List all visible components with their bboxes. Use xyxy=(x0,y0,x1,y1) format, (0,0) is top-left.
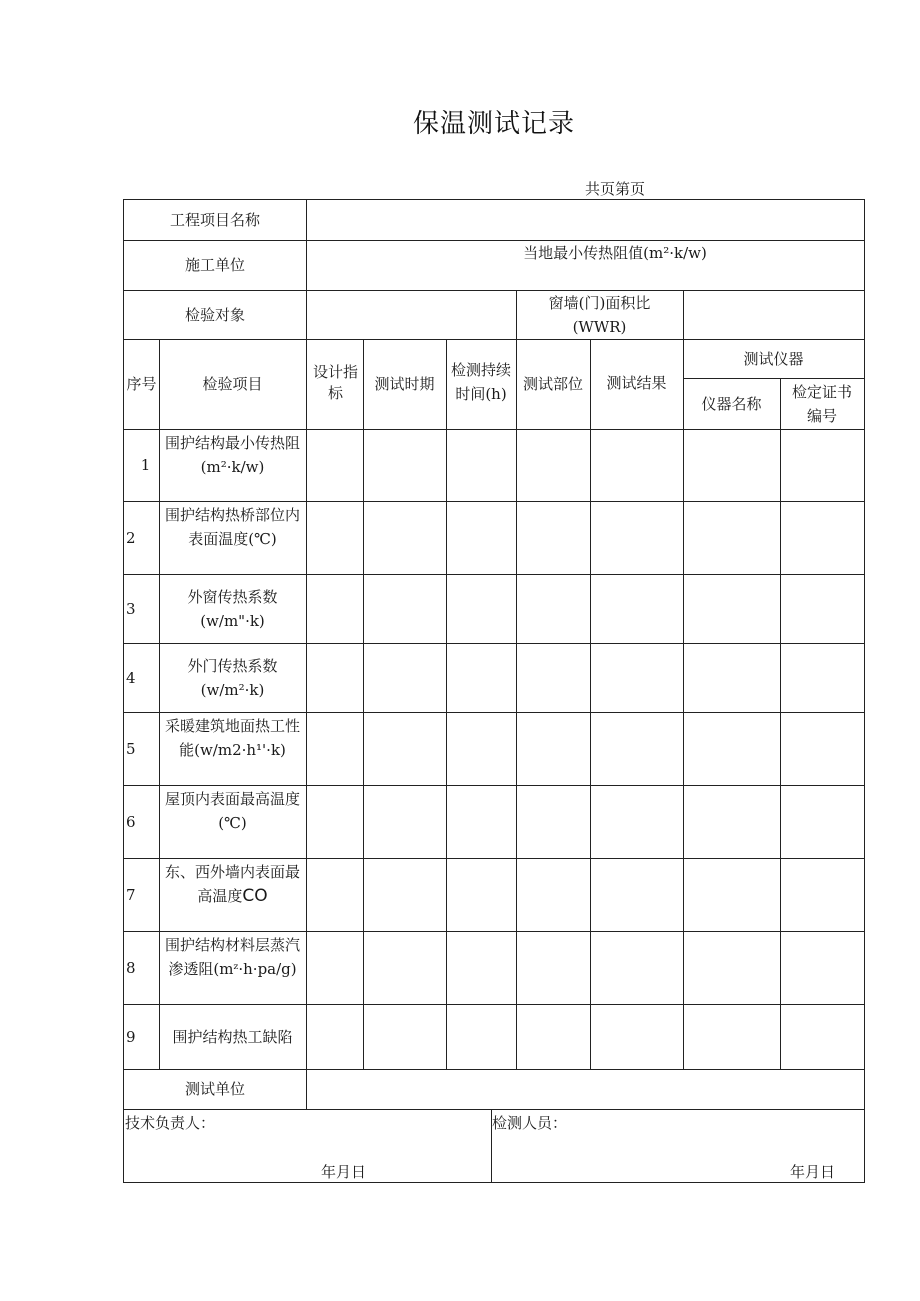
contractor-label: 施工单位 xyxy=(184,256,245,274)
inspector-label: 检测人员： xyxy=(492,1114,568,1132)
inspector-date: 年月日 xyxy=(790,1163,836,1181)
record-table xyxy=(123,199,865,1183)
tech-lead-label: 技术负责人： xyxy=(125,1114,216,1132)
project-name-label: 工程项目名称 xyxy=(169,211,260,229)
row-7-seq: 7 xyxy=(126,885,136,904)
tech-lead-date: 年月日 xyxy=(321,1163,367,1181)
row-2-seq: 2 xyxy=(126,528,136,547)
row-6-seq: 6 xyxy=(126,812,136,831)
window-wall-ratio-label: 窗墙(门)面积比(WWR) xyxy=(548,293,651,336)
col-result: 测试结果 xyxy=(606,374,667,392)
row-9-seq: 9 xyxy=(126,1027,136,1046)
col-instrument-name: 仪器名称 xyxy=(701,394,762,413)
row-4-item: 外门传热系数(w/m²·k) xyxy=(187,656,278,699)
test-unit-label: 测试单位 xyxy=(184,1080,245,1098)
row-7-item: 东、西外墙内表面最高温度CO xyxy=(164,863,300,906)
row-1-item: 围护结构最小传热阻(m²·k/w) xyxy=(164,434,300,476)
col-instrument: 测试仪器 xyxy=(743,349,804,368)
test-unit-field[interactable] xyxy=(306,1069,864,1109)
col-certificate-no: 检定证书编号 xyxy=(791,382,852,425)
row-5-item: 采暖建筑地面热工性能(w∕m2·h¹'·k) xyxy=(164,717,300,759)
row-1-seq: 1 xyxy=(140,456,151,474)
col-test-period: 测试时期 xyxy=(374,375,435,393)
row-6-item: 屋顶内表面最高温度(℃) xyxy=(164,790,300,832)
col-duration: 检测持续时间(h) xyxy=(450,361,511,403)
col-item: 检验项目 xyxy=(202,375,263,393)
row-3-seq: 3 xyxy=(126,599,136,618)
inspection-object-label: 检验对象 xyxy=(184,305,245,324)
document-title: 保温测试记录 xyxy=(412,109,575,139)
row-8-item: 围护结构材料层蒸汽渗透阻(mᶻ·h·pa/g) xyxy=(164,936,300,978)
row-2-item: 围护结构热桥部位内表面温度(℃) xyxy=(164,506,300,548)
window-wall-ratio-field[interactable] xyxy=(683,290,864,339)
row-4-seq: 4 xyxy=(126,668,136,687)
row-8-seq: 8 xyxy=(126,958,136,977)
project-name-field[interactable] xyxy=(306,200,864,240)
row-3-item: 外窗传热系数(w/m"·k) xyxy=(187,587,278,630)
col-location: 测试部位 xyxy=(522,375,583,393)
row-9-item: 围护结构热工缺陷 xyxy=(172,1027,293,1046)
page-count: 共页第页 xyxy=(585,180,646,198)
col-seq: 序号 xyxy=(126,375,157,393)
row-5-seq: 5 xyxy=(126,739,136,758)
col-design-index: 设计指标 xyxy=(312,363,358,402)
inspection-object-field[interactable] xyxy=(306,290,516,339)
min-resistance-label: 当地最小传热阻值(m²·k/w) xyxy=(523,244,707,262)
